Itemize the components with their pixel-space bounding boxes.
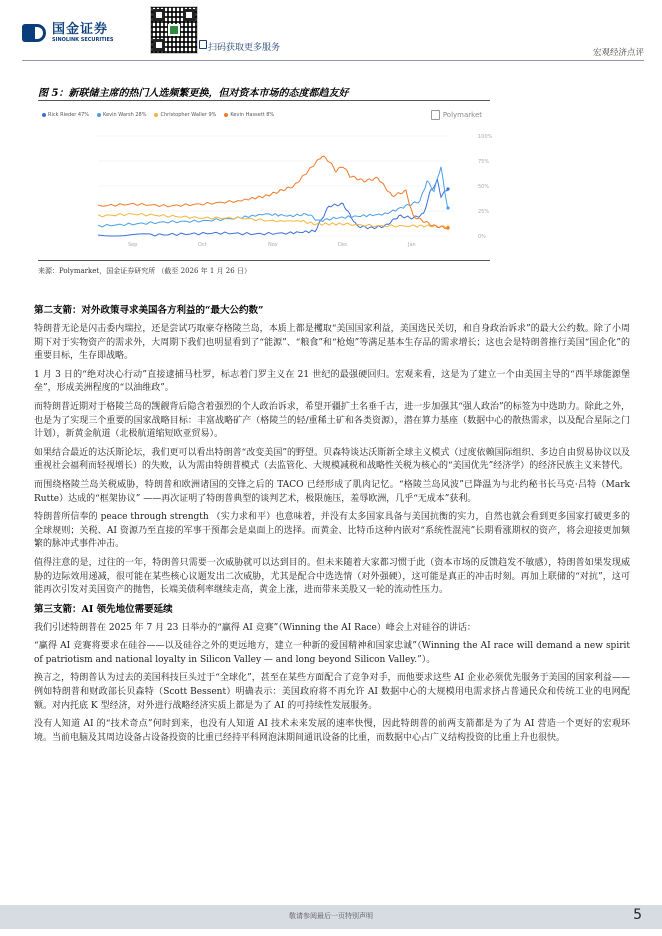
- chart-svg: [38, 104, 493, 256]
- page-number: 5: [633, 907, 642, 923]
- paragraph: 而特朗普近期对于格陵兰岛的觊觎背后隐含着强烈的个人政治诉求，希望开疆扩土名垂千古，进一步加强其“强人政治”的标签为中选助力。除此之外，也是为了实现三个重要的国家战略目标：丰富战略矿产（格陵兰的轻/重稀土矿和各类资源），潜在算力基座（数据中心的散热需求，以及配合星际之门计划），新黄金航道（北极航道缩短欧亚贸易）。: [34, 401, 630, 440]
- scan-icon: [199, 40, 207, 49]
- y-tick-label: 75%: [478, 159, 490, 165]
- x-tick-label: Jan: [408, 242, 416, 248]
- x-tick-label: Dec: [338, 242, 348, 248]
- y-tick-label: 100%: [478, 134, 493, 140]
- y-tick-label: 0%: [478, 234, 486, 240]
- y-tick-label: 25%: [478, 209, 490, 215]
- x-tick-label: Sep: [128, 242, 138, 248]
- logo-name-cn: 国金证券: [52, 22, 109, 37]
- figure-top-rule: [38, 100, 490, 101]
- series-end-point: [446, 206, 449, 209]
- series-line: [98, 213, 448, 228]
- scan-text: 扫码获取更多服务: [208, 43, 281, 53]
- section-heading-2: 第二支箭：对外政策寻求美国各方利益的“最大公约数”: [34, 305, 264, 316]
- figure-bottom-rule: [38, 260, 490, 261]
- page-header: [0, 0, 662, 62]
- paragraph: 换言之，特朗普认为过去的美国科技巨头过于“全球化”，甚至在某些方面配合了竞争对手，而他要求这些 AI 企业必须优先服务于美国的国家利益——例如特朗普和财政部长贝森特（Scott Bessent）明确表示：美国政府将不再允许 AI 数据中心的大规模用电需求挤占普通民众和传统工业的电网配额。对内托底 K 型经济，对外进行战略经济实质上都是为了 AI 的可持续性发展服务。: [34, 673, 630, 711]
- paragraph: 没有人知道 AI 的“技术奇点”何时到来，也没有人知道 AI 技术未来发展的速率快慢，因此特朗普的前两支箭都是为了为 AI 营造一个更好的宏观环境。当前电脑及其周边设备占设备投资的比重已经持平科网泡沫期间通讯设备的比重，而数据中心占广义结构投资的比重上升也很快。: [34, 719, 630, 743]
- x-tick-label: Oct: [198, 242, 207, 248]
- paragraph: 我们引述特朗普在 2025 年 7 月 23 日举办的“赢得 AI 竞赛”（Winning the AI Race）峰会上对硅谷的讲话：: [34, 622, 476, 633]
- y-tick-label: 50%: [478, 184, 490, 190]
- page-footer: [0, 905, 662, 929]
- logo-name-en: SINOLINK SECURITIES: [52, 37, 114, 43]
- figure-source: 来源：Polymarket，国金证券研究所 （截至 2026 年 1 月 26 日）: [38, 267, 251, 275]
- logo: [22, 22, 114, 44]
- quote: “赢得 AI 竞赛将要求在硅谷——以及硅谷之外的更远地方，建立一种新的爱国精神和国家忠诚”（Winning the AI race will demand a new spirit of patriotism and national loyalty in Silicon Valley — and long beyond Silicon Valley.”）。: [34, 641, 630, 665]
- header-divider: [22, 60, 644, 61]
- legend-label: Rick Rieder 47%: [48, 112, 90, 118]
- logo-icon: [22, 22, 48, 44]
- legend-label: Christopher Waller 9%: [160, 112, 217, 118]
- legend-label: Kevin Hassett 8%: [230, 112, 275, 118]
- paragraph: 如果结合最近的达沃斯论坛，我们更可以看出特朗普“改变美国”的野望。贝森特谈达沃斯新全球主义模式（过度依赖国际组织、多边自由贸易协议以及重视社会福利而轻视增长）的失败，认为需由特朗普模式（去监管化、大规模减税和战略性关税为核心的“美国优先”经济学）的经济民族主义来替代。: [34, 447, 630, 472]
- chart: [38, 104, 493, 256]
- paragraph: 特朗普所信奉的 peace through strength （实力求和平）也意味着，并没有太多国家具备与美国抗衡的实力，自然也就会看到更多国家打破更多的全球规则；关税、AI 资源乃至直接的军事干预都会是桌面上的选择。而黄金、比特币这种内嵌对“系统性混沌”长期看涨期权的资产，将会迎接更加频繁的脉冲式事件冲击。: [34, 512, 630, 550]
- series-line: [98, 156, 448, 228]
- series-end-point: [446, 226, 449, 229]
- paragraph: 特朗普无论是闪击委内瑞拉，还是尝试巧取豪夺格陵兰岛，本质上都是攫取“美国国家利益，美国选民关切，和自身政治诉求”的最大公约数。除了小周期下对于实物资产的需求外，大周期下我们也明显看到了“能源”、“粮食”和“枪炮”等满足基本生存品的需求增长；这也会是特朗普推行美国“国企化”的重要目标，生存即战略。: [34, 324, 630, 362]
- polymarket-label: Polymarket: [442, 111, 482, 119]
- report-type: 宏观经济点评: [592, 48, 644, 58]
- footer-disclaimer[interactable]: 敬请参阅最后一页特别声明: [289, 912, 373, 920]
- legend-label: Kevin Warsh 28%: [103, 112, 147, 118]
- x-tick-label: Nov: [268, 242, 278, 248]
- section-heading-3: 第三支箭：AI 领先地位需要延续: [34, 603, 173, 615]
- series-end-point: [446, 187, 449, 190]
- series-line: [98, 167, 448, 227]
- paragraph: 值得注意的是，过往的一年，特朗普只需要一次威胁就可以达到目的。但未来随着大家都习惯于此（资本市场的反馈趋发不敏感），特朗普如果发现威胁的边际效用递减，很可能在某些核心议题发出二次威胁，尤其是配合中选选情（对外强硬），这可能是真正的冲击时刻。再加上联储的“对抗”，这可能再次引发对美国资产的抛售，长端美债利率继续走高，黄金上涨，进而带来美股又一轮的流动性压力。: [34, 557, 630, 596]
- qr-code-icon[interactable]: [150, 6, 198, 54]
- paragraph: 1 月 3 日的“绝对决心行动”直接逮捕马杜罗，标志着门罗主义在 21 世纪的最强硬回归。宏观来看，这是为了建立一个由美国主导的“西半球能源堡垒”，形成美洲程度的“以油维政”。: [34, 369, 630, 394]
- article-body: [34, 304, 630, 750]
- paragraph: 而围绕格陵兰岛关税威胁，特朗普和欧洲诸国的交锋之后的 TACO 已经形成了肌肉记忆。“格陵兰岛风波”已降温为与北约秘书长马克·吕特（Mark Rutte）达成的“框架协议” ——再次证明了特朗普典型的谈判艺术，极限施压，羞辱欧洲，几乎“无成本”获利。: [34, 479, 630, 504]
- figure-title: 图 5：新联储主席的热门人选频繁更换，但对资本市场的态度都趋友好: [38, 88, 349, 99]
